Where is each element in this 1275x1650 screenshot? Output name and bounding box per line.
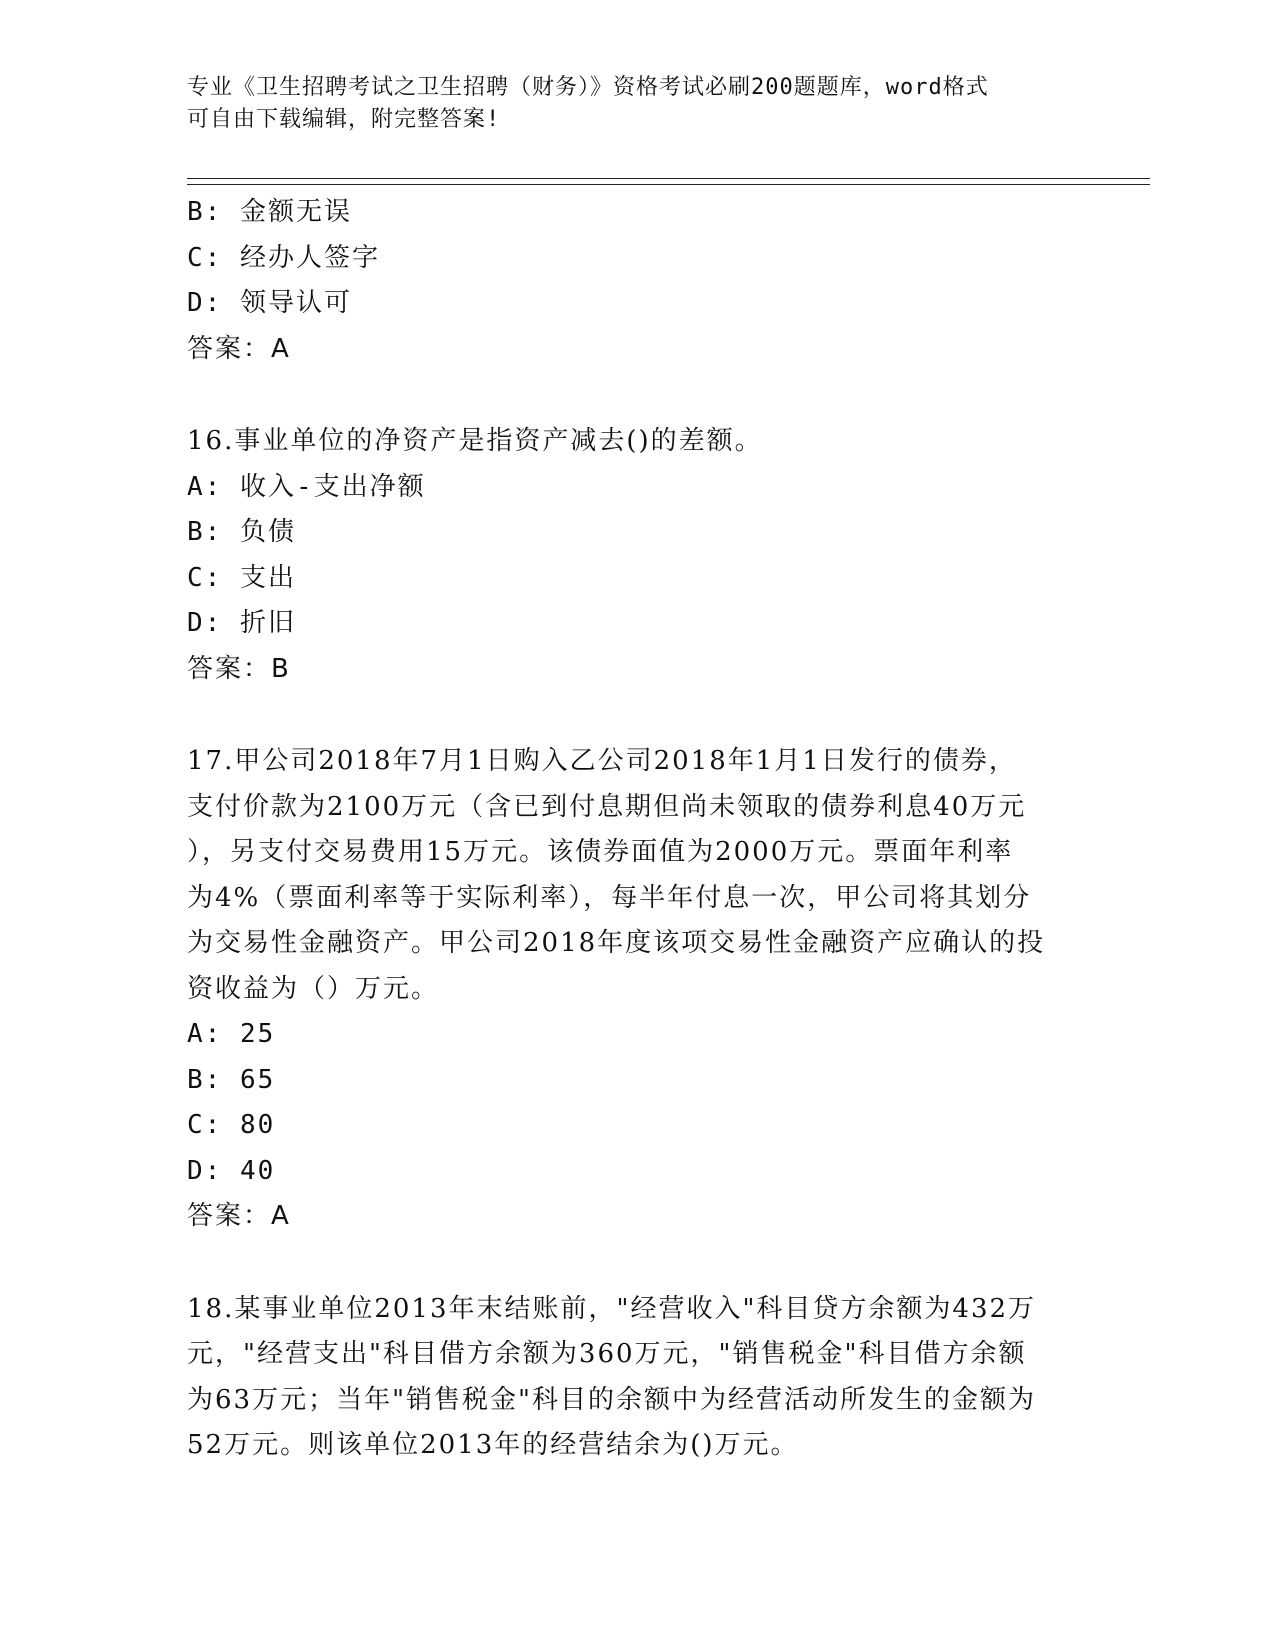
option-c: C: 经办人签字 — [187, 242, 380, 273]
question-stem-line: 为4%（票面利率等于实际利率），每半年付息一次，甲公司将其划分 — [187, 882, 1032, 913]
question-list — [187, 190, 1087, 1469]
question-stem-line: 支付价款为2100万元（含已到付息期但尚未领取的债券利息40万元 — [187, 791, 1027, 822]
question-stem-line: 52万元。则该单位2013年的经营结余为()万元。 — [187, 1430, 799, 1460]
question-stem-line: 资收益为（）万元。 — [187, 973, 440, 1004]
question-stem-line: 17.甲公司2018年7月1日购入乙公司2018年1月1日发行的债券， — [187, 746, 1017, 776]
header-line-2: 可自由下载编辑，附完整答案! — [187, 107, 501, 132]
header-divider-bottom — [187, 184, 1150, 185]
option-d: D: 领导认可 — [187, 288, 352, 318]
spacer — [187, 1240, 1087, 1287]
question-16 — [187, 419, 1087, 692]
question-15-tail — [187, 190, 1087, 372]
header-divider-top — [187, 178, 1150, 179]
option-a: A: 25 — [187, 1019, 276, 1049]
spacer — [187, 692, 1087, 739]
answer-label: 答案：A — [187, 1201, 291, 1231]
option-d: D: 折旧 — [187, 608, 296, 638]
spacer — [187, 372, 1087, 419]
question-stem-line: 为63万元；当年"销售税金"科目的余额中为经营活动所发生的金额为 — [187, 1384, 1037, 1415]
answer-label: 答案：A — [187, 333, 291, 364]
question-stem-line: 18.某事业单位2013年末结账前，"经营收入"科目贷方余额为432万 — [187, 1293, 1037, 1324]
option-c: C: 80 — [187, 1110, 276, 1140]
option-c: C: 支出 — [187, 562, 296, 593]
question-17 — [187, 739, 1087, 1240]
question-stem-line: ），另支付交易费用15万元。该债券面值为2000万元。票面年利率 — [187, 837, 1014, 867]
answer-label: 答案：B — [187, 653, 291, 684]
option-b: B: 金额无误 — [187, 197, 352, 227]
question-stem-line: 为交易性金融资产。甲公司2018年度该项交易性金融资产应确认的投 — [187, 928, 1046, 958]
option-b: B: 65 — [187, 1064, 276, 1095]
option-b: B: 负债 — [187, 517, 296, 547]
option-a: A: 收入-支出净额 — [187, 471, 426, 502]
header-line-1: 专业《卫生招聘考试之卫生招聘（财务）》资格考试必刷200题题库，word格式 — [187, 75, 989, 100]
question-stem-line: 元，"经营支出"科目借方余额为360万元，"销售税金"科目借方余额 — [187, 1339, 1027, 1369]
document-header — [187, 72, 1087, 136]
question-stem-line: 16.事业单位的净资产是指资产减去()的差额。 — [187, 426, 763, 456]
question-18 — [187, 1287, 1087, 1469]
option-d: D: 40 — [187, 1155, 276, 1186]
